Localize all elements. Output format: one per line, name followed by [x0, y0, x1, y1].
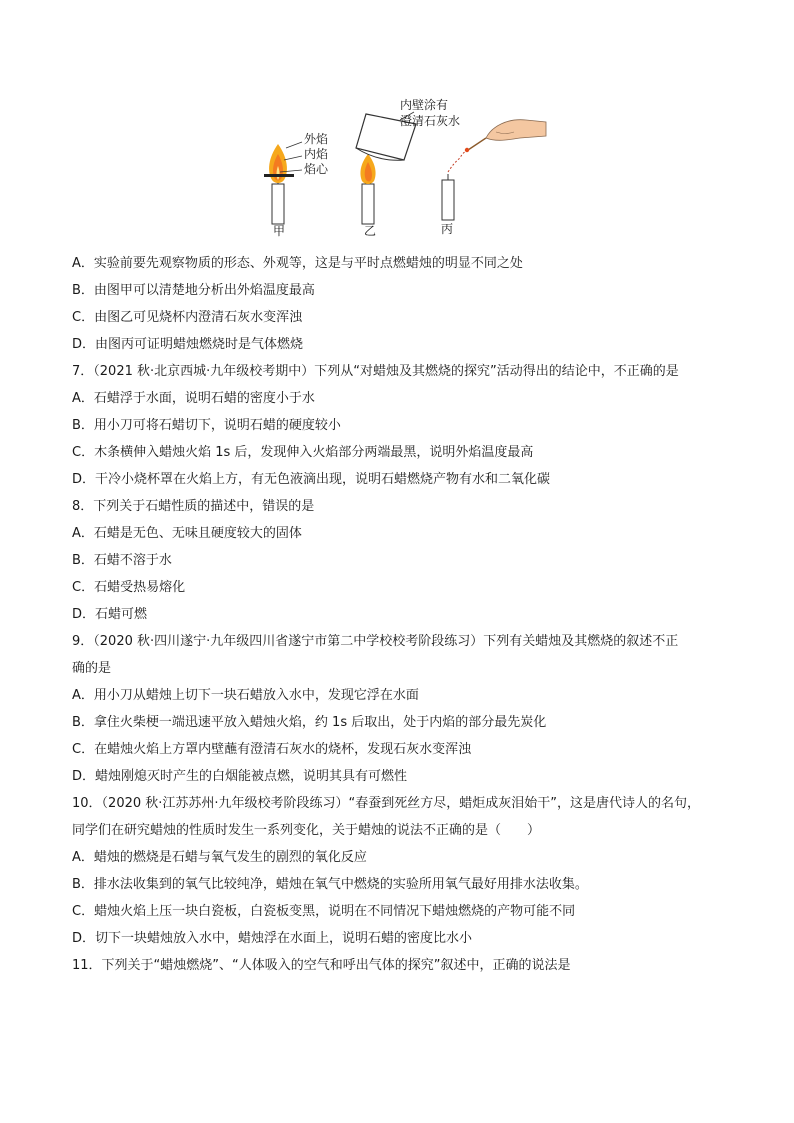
option-line: A．用小刀从蜡烛上切下一块石蜡放入水中，发现它浮在水面 — [72, 688, 419, 703]
question-stem-continued: 同学们在研究蜡烛的性质时发生一系列变化，关于蜡烛的说法不正确的是（ ） — [72, 823, 541, 838]
question-stem: 7．（2021 秋·北京西城·九年级校考期中）下列从“对蜡烛及其燃烧的探究”活动得出的结论中，不正确的是 — [72, 364, 679, 379]
label-flame-core: 焰心 — [304, 162, 329, 176]
candle-experiment-figure — [250, 92, 550, 242]
option-line: A．石蜡是无色、无味且硬度较大的固体 — [72, 526, 302, 541]
label-beaker-line-1: 内壁涂有 — [400, 98, 449, 112]
caption-bing: 丙 — [441, 222, 454, 236]
option-line: C．石蜡受热易熔化 — [72, 580, 186, 595]
question-stem-continued: 确的是 — [72, 661, 112, 676]
question-stem: 9．（2020 秋·四川遂宁·九年级四川省遂宁市第二中学校校考阶段练习）下列有关蜡烛及其燃烧的叙述不正 — [72, 634, 679, 649]
label-inner-flame: 内焰 — [304, 147, 329, 161]
option-line: C．在蜡烛火焰上方罩内壁蘸有澄清石灰水的烧杯，发现石灰水变浑浊 — [72, 742, 472, 757]
option-line: C．由图乙可见烧杯内澄清石灰水变浑浊 — [72, 310, 303, 325]
question-text — [72, 250, 732, 979]
candle-jia — [264, 142, 302, 224]
option-line: C．木条横伸入蜡烛火焰 1s 后，发现伸入火焰部分两端最黑，说明外焰温度最高 — [72, 445, 534, 460]
label-beaker-line-2: 澄清石灰水 — [400, 114, 461, 128]
question-stem: 8．下列关于石蜡性质的描述中，错误的是 — [72, 499, 315, 514]
option-line: B．用小刀可将石蜡切下，说明石蜡的硬度较小 — [72, 418, 341, 433]
caption-jia: 甲 — [273, 224, 286, 238]
candle-yi — [356, 112, 416, 224]
question-stem: 10．（2020 秋·江苏苏州·九年级校考阶段练习）“春蚕到死丝方尽，蜡炬成灰泪始干”，这是唐代诗人的名句， — [72, 796, 700, 811]
option-line: D．蜡烛刚熄灭时产生的白烟能被点燃，说明其具有可燃性 — [72, 769, 408, 784]
option-line: A．蜡烛的燃烧是石蜡与氧气发生的剧烈的氧化反应 — [72, 850, 367, 865]
option-line: D．干冷小烧杯罩在火焰上方，有无色液滴出现，说明石蜡燃烧产物有水和二氧化碳 — [72, 472, 551, 487]
option-line: A．石蜡浮于水面，说明石蜡的密度小于水 — [72, 391, 315, 406]
option-line: B．石蜡不溶于水 — [72, 553, 172, 568]
question-stem: 11．下列关于“蜡烛燃烧”、“人体吸入的空气和呼出气体的探究”叙述中，正确的说法是 — [72, 958, 571, 973]
option-line: B．由图甲可以清楚地分析出外焰温度最高 — [72, 283, 315, 298]
option-line: B．排水法收集到的氧气比较纯净，蜡烛在氧气中燃烧的实验所用氧气最好用排水法收集。 — [72, 877, 588, 892]
candle-bing — [442, 120, 546, 220]
option-line: D．由图丙可证明蜡烛燃烧时是气体燃烧 — [72, 337, 304, 352]
option-line: A．实验前要先观察物质的形态、外观等，这是与平时点燃蜡烛的明显不同之处 — [72, 256, 523, 271]
caption-yi: 乙 — [364, 224, 377, 238]
label-outer-flame: 外焰 — [304, 132, 329, 146]
option-line: D．切下一块蜡烛放入水中，蜡烛浮在水面上，说明石蜡的密度比水小 — [72, 931, 473, 946]
option-line: D．石蜡可燃 — [72, 607, 148, 622]
option-line: C．蜡烛火焰上压一块白瓷板，白瓷板变黑，说明在不同情况下蜡烛燃烧的产物可能不同 — [72, 904, 576, 919]
option-line: B．拿住火柴梗一端迅速平放入蜡烛火焰，约 1s 后取出，处于内焰的部分最先炭化 — [72, 715, 547, 730]
